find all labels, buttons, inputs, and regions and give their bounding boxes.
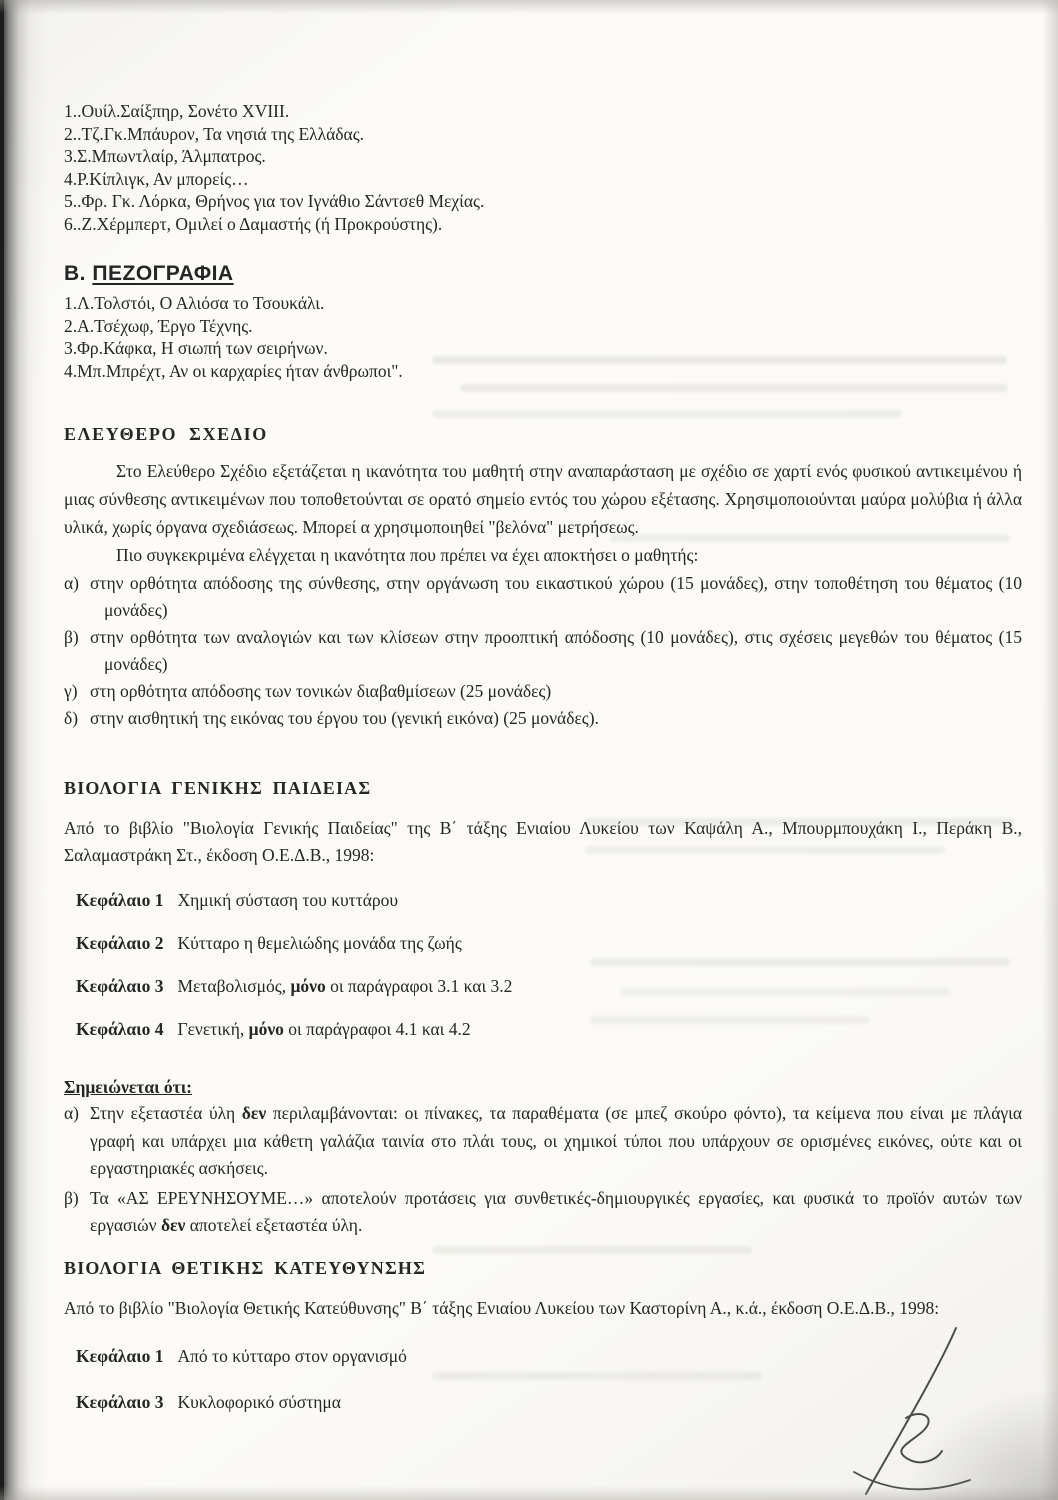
criterion-item [64,678,1022,705]
prose-section-heading [64,262,1022,286]
chapter-text: οι παράγραφοι 4.1 και 4.2 [283,1019,471,1039]
criteria-list [64,570,1022,732]
item-marker: α) [64,1103,79,1123]
chapter-row [64,931,1022,955]
chapter-row [64,888,1022,912]
list-item: 4.Μπ.Μπρέχτ, Αν οι καρχαρίες ήταν άνθρωποι". [64,360,403,381]
item-text: στην ορθότητα απόδοσης της σύνθεσης, στην οργάνωση του εικαστικού χώρου (15 μονάδες), στην τοποθέτηση του θέματος (10 μονάδες) [90,573,1022,620]
list-item: 2..Τζ.Γκ.Μπάυρον, Τα νησιά της Ελλάδας. [64,123,364,144]
note-text: Στην εξεταστέα ύλη [90,1103,242,1123]
item-marker: β) [64,627,79,647]
chapter-label: Κεφάλαιο 1 [76,890,164,910]
note-item [64,1100,1022,1183]
list-item: 3.Σ.Μπωντλαίρ, Άλμπατρος. [64,146,266,166]
chapter-row [64,974,1022,998]
heading-title: ΠΕΖΟΓΡΑΦΙΑ [92,262,234,285]
note-text-bold: δεν [241,1103,267,1123]
page-content [64,100,1022,1414]
item-text: στην ορθότητα των αναλογιών και των κλίσεων στην προοπτική απόδοσης (10 μονάδες), στις σχέσεις μεγεθών του θέματος (15 μονάδες) [90,627,1022,674]
scan-edge-right [1042,0,1058,1500]
item-marker: α) [64,573,79,593]
list-item: 2.Α.Τσέχωφ, Έργο Τέχνης. [64,315,253,336]
chapter-text-bold: μόνο [290,976,326,996]
scan-edge-left [0,0,50,1500]
chapter-text-bold: μόνο [248,1019,284,1039]
chapter-label: Κεφάλαιο 2 [76,933,164,953]
chapter-label: Κεφάλαιο 3 [76,976,164,996]
note-text-bold: δεν [160,1215,186,1235]
chapter-text: Από το κύτταρο στον οργανισμό [177,1345,407,1366]
chapter-label: Κεφάλαιο 4 [76,1019,164,1039]
chapter-text: οι παράγραφοι 3.1 και 3.2 [325,976,513,996]
chapter-row [64,1017,1022,1041]
free-drawing-paragraph: Πιο συγκεκριμένα ελέγχεται η ικανότητα που πρέπει να έχει αποκτήσει ο μαθητής: [116,545,699,565]
notes-heading: Σημειώνεται ότι: [64,1077,192,1097]
list-item: 4.Ρ.Κίπλιγκ, Αν μπορείς… [64,168,249,189]
prose-list [64,292,1022,382]
item-marker: δ) [64,708,79,728]
criterion-item [64,705,1022,732]
item-text: στη ορθότητα απόδοσης των τονικών διαβαθμίσεων (25 μονάδες) [90,681,552,701]
list-item: 3.Φρ.Κάφκα, Η σιωπή των σειρήνων. [64,338,328,358]
note-text: περιλαμβάνονται: οι πίνακες, τα παραθέματα (σε μπεζ σκούρο φόντο), τα κείμενα που είναι με πλάγια γραφή και υπάρχει μια κάθετη γαλάζια ταινία στο πλάι τους, οι χημικοί τύποι που υπάρχουν σε ορισμένες εικόνες, ούτε και οι εργαστηριακές ασκήσεις. [90,1103,1023,1178]
free-drawing-heading: ΕΛΕΥΘΕΡΟ ΣΧΕΔΙΟ [64,424,268,444]
chapter-text: Γενετική, [177,1019,249,1039]
chapter-label: Κεφάλαιο 1 [76,1345,164,1366]
biology-general-heading: ΒΙΟΛΟΓΙΑ ΓΕΝΙΚΗΣ ΠΑΙΔΕΙΑΣ [64,778,372,798]
chapter-text: Χημική σύσταση του κυττάρου [177,890,399,910]
scan-edge-left-core [0,0,4,1500]
note-item [64,1185,1022,1240]
biology-direction-intro: Από το βιβλίο "Βιολογία Θετικής Κατεύθυνσης" Β΄ τάξης Ενιαίου Λυκείου των Καστορίνη Α., κ.ά., έκδοση Ο.Ε.Δ.Β., 1998: [64,1297,940,1318]
criterion-item [64,624,1022,678]
chapter-text: Κύτταρο η θεμελιώδης μονάδα της ζωής [177,933,462,953]
scan-edge-top [0,0,1058,14]
signature [836,1322,986,1500]
list-item: 1.Λ.Τολστόι, Ο Αλιόσα το Τσουκάλι. [64,293,325,313]
list-item: 1..Ουίλ.Σαίξπηρ, Σονέτο XVIII. [64,101,290,121]
signature-drawing [836,1322,986,1500]
chapter-text: Κυκλοφορικό σύστημα [177,1391,341,1412]
heading-prefix: Β. [64,262,93,285]
list-item: 5..Φρ. Γκ. Λόρκα, Θρήνος για τον Ιγνάθιο Σάντσεθ Μεχίας. [64,191,485,211]
list-item: 6..Ζ.Χέρμπερτ, Ομιλεί ο Δαμαστής (ή Προκρούστης). [64,213,443,234]
item-marker: β) [64,1187,79,1208]
note-text: αποτελεί εξεταστέα ύλη. [185,1215,363,1235]
biology-general-intro: Από το βιβλίο "Βιολογία Γενικής Παιδείας" της Β΄ τάξης Ενιαίου Λυκείου των Καψάλη Α., Μπουρμπουχάκη Ι., Περάκη Β., Σαλαμαστράκη Στ., έκδοση Ο.Ε.Δ.Β., 1998: [64,818,1022,865]
chapter-label: Κεφάλαιο 3 [76,1391,164,1412]
item-marker: γ) [64,681,78,701]
biology-direction-heading: ΒΙΟΛΟΓΙΑ ΘΕΤΙΚΗΣ ΚΑΤΕΥΘΥΝΣΗΣ [64,1257,427,1278]
item-text: στην αισθητική της εικόνας του έργου του (γενική εικόνα) (25 μονάδες). [90,708,599,728]
poetry-list [64,100,1022,235]
free-drawing-paragraph: Στο Ελεύθερο Σχέδιο εξετάζεται η ικανότητα του μαθητή στην αναπαράσταση με σχέδιο σε χαρτί ενός φυσικού αντικειμένου ή μιας σύνθεσης αντικειμένων που τοποθετούνται σε ορατό σημείο εντός του χώρου εξέτασης. Χρησιμοποιούνται μαύρα μολύβια ή άλλα υλικά, χωρίς όργανα σχεδιάσεως. Μπορεί α χρησιμοποιηθεί "βελόνα" μετρήσεως. [64,461,1022,537]
criterion-item [64,570,1022,624]
chapter-text: Μεταβολισμός, [177,976,291,996]
note-text: Τα «ΑΣ ΕΡΕΥΝΗΣΟΥΜΕ…» αποτελούν προτάσεις για συνθετικές-δημιουργικές εργασίες, και φυσικά το προϊόν αυτών των εργασιών [90,1187,1022,1235]
